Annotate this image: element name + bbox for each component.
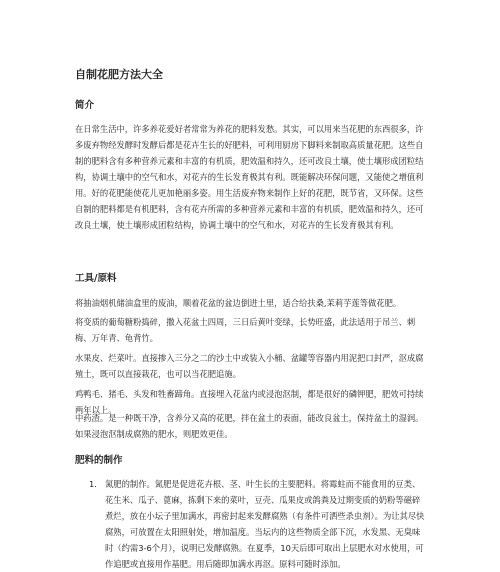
tools-item: 将变质的葡萄糖粉捣碎，撒入花盆土四周，三日后黄叶变绿，长势旺盛，此法适用于吊兰、刺梅、万年青、龟背竹。 xyxy=(75,317,416,343)
tools-item: 将抽油烟机储油盒里的废油，顺着花盆的盆边倒进土里，适合给扶桑,茉莉芋莲等做花肥。 xyxy=(75,298,402,308)
page-title: 自制花肥方法大全 xyxy=(75,68,163,81)
list-item-number: 1. xyxy=(89,479,97,489)
tools-heading: 工具/原料 xyxy=(75,273,117,284)
tools-item: 水果皮、烂菜叶。直接掺入三分之二的沙土中或装入小桶、盆罐等容器内用泥把口封严，沤成腐殖土，既可以直接栽花，也可以当花肥追施。 xyxy=(75,353,424,379)
tools-item: 鸡鸭毛、猪毛、头发和牲畜蹄角。直接埋入花盆内或浸泡沤制，都是很好的磷钾肥，肥效可持续两年以上。 xyxy=(75,389,424,415)
intro-paragraph: 在日常生活中，许多养花爱好者常常为养花的肥料发愁。其实，可以用来当花肥的东西很多，许多废弃物经发酵时发酵后都是花卉生长的好肥料，可利用厨房下脚料来制取高质量花肥。这些自制的肥料含有多种营养元素和丰富的有机质，肥效温和持久，还可改良土壤，使土壤形成团粒结构，协调土壤中的空气和水，对花卉的生长发育极其有利。既能解决环保问题，又能使之增值利用。好的花肥能使花儿更加艳丽多姿。用生活废弃物来制作上好的花肥，既节省，又环保。这些自制的肥料都是有机肥料，含有花卉所需的多种营养元素和丰富的有机质，肥效温和持久，还可改良土壤，使土壤形成团粒结构，协调土壤中的空气和水，对花卉的生长发育极其有利。 xyxy=(75,124,424,230)
tools-item: 中药渣。是一种既干净，含养分又高的花肥，拌在盆土的表面，能改良盆土，保持盆土的湿润。如果浸泡沤制成腐熟的肥水，则肥效更佳。 xyxy=(75,413,424,439)
list-item-text: 氮肥的制作。氮肥是促进花卉根、茎、叶生长的主要肥料。将霉蛀而不能食用的豆类、花生米、瓜子、蓖麻，拣剩下来的菜叶，豆壳、瓜果皮或鸽粪及过期变质的奶粉等磁碎煮烂，放在小坛子里加满水，再密封起来发酵腐熟（有条件可洒些杀虫剂）。为让其尽快腐熟，可放置在太阳照射处，增加温度。当坛内的这些物质全部下沉，水发黑、无臭味时（约需3-6个月），说明已发酵腐熟。在夏季，10天后即可取出上层肥水对水使用，可作追肥或直接用作基肥。用后随即加满水再沤。原料可随时添加。 xyxy=(105,479,425,569)
making-heading: 肥料的制作 xyxy=(75,455,123,466)
intro-heading: 简介 xyxy=(75,100,95,111)
